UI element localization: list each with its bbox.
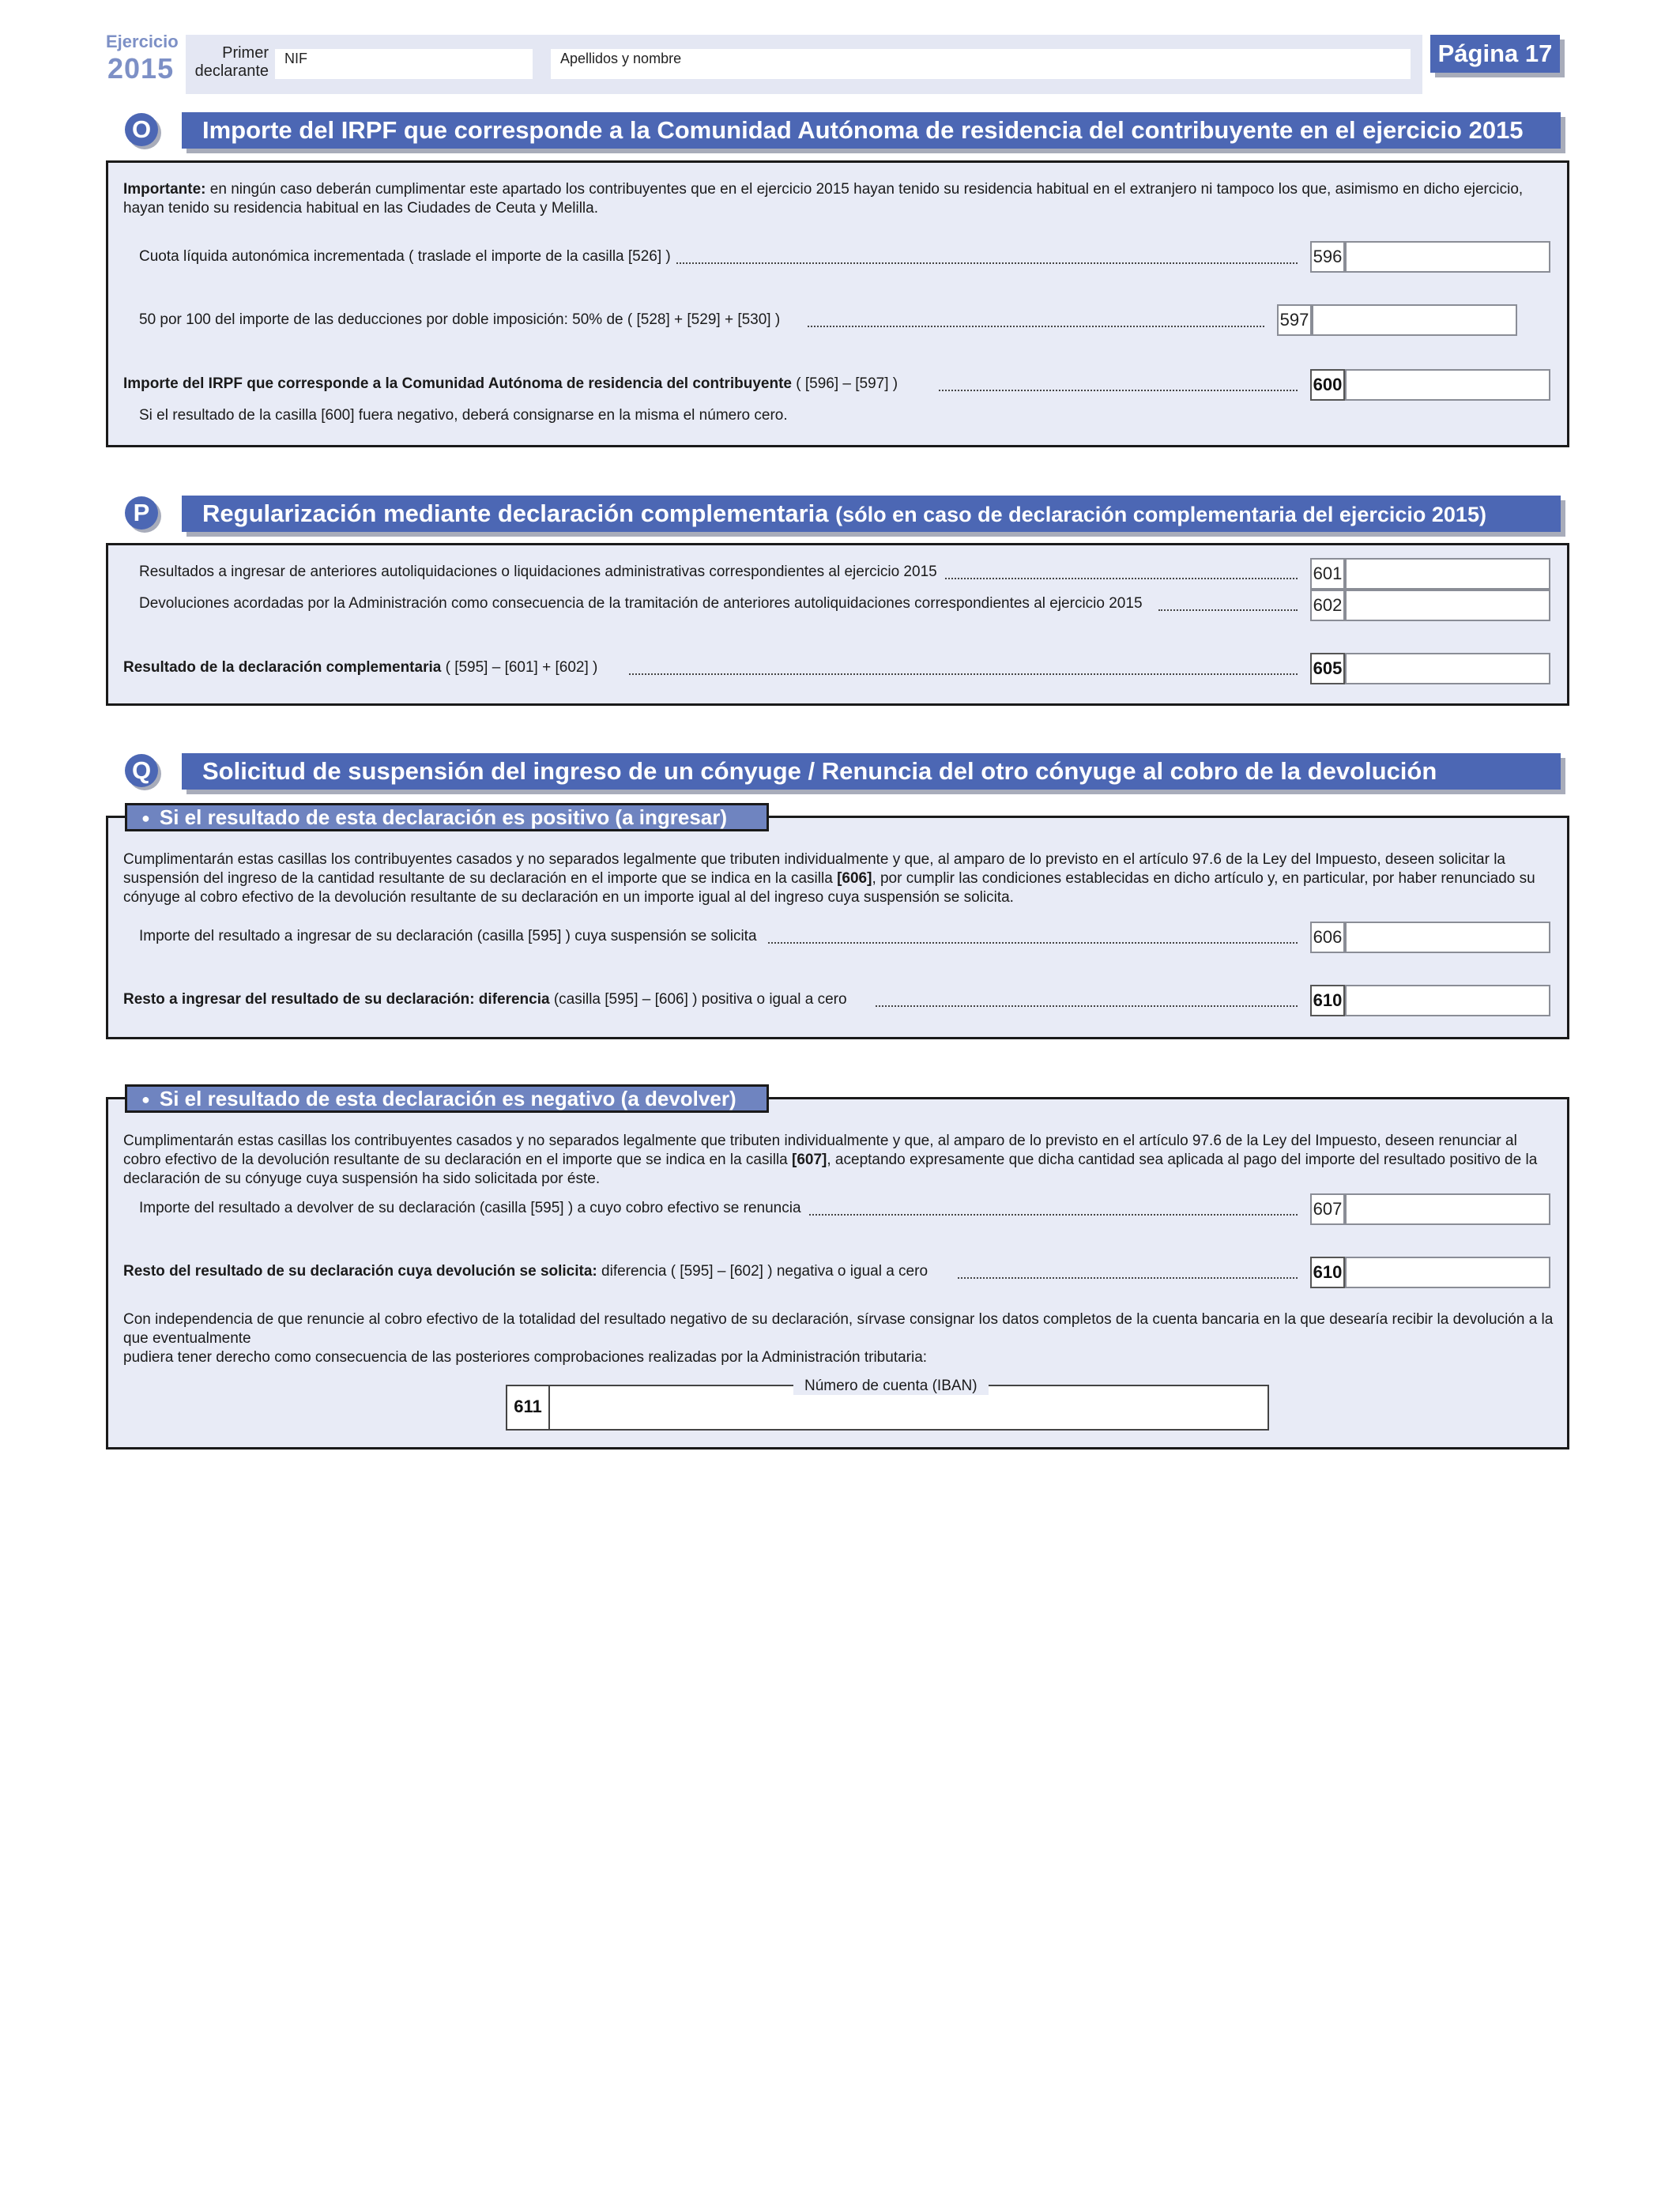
box-610-positive-input[interactable] xyxy=(1345,985,1550,1016)
section-o-title-bar xyxy=(182,112,1561,149)
box-597-input[interactable] xyxy=(1312,304,1517,336)
section-p-title-bar xyxy=(182,496,1561,532)
positive-result-bar: ● Si el resultado de esta declaración es positivo (a ingresar) xyxy=(125,803,769,831)
box-601-input[interactable] xyxy=(1345,558,1550,590)
row-600-label: Importe del IRPF que corresponde a la Comunidad Autónoma de residencia del contribuyente ( [596] – [597] ) xyxy=(123,375,898,392)
section-o-badge: O xyxy=(125,113,158,146)
row-597-leader xyxy=(808,315,1264,327)
row-607-label: Importe del resultado a devolver de su declaración (casilla [595] ) a cuyo cobro efectivo se renuncia xyxy=(139,1200,801,1216)
section-q-title: Solicitud de suspensión del ingreso de un cónyuge / Renuncia del otro cónyuge al cobro de la devolución xyxy=(202,757,1437,785)
section-p-title: Regularización mediante declaración complementaria (sólo en caso de declaración complementaria del ejercicio 2015) xyxy=(202,499,1486,527)
row-606-label: Importe del resultado a ingresar de su declaración (casilla [595] ) cuya suspensión se solicita xyxy=(139,928,757,944)
box-602-code: 602 xyxy=(1310,590,1345,621)
box-596-input[interactable] xyxy=(1345,241,1550,273)
section-o-note: Importante: en ningún caso deberán cumplimentar este apartado los contribuyentes que en el ejercicio 2015 hayan tenido su residencia habitual en el extranjero ni tampoco los que, asimismo en dicho ejercicio, hayan tenido su residencia habitual en las Ciudades de Ceuta y Melilla. xyxy=(123,181,1524,217)
page-number: Página 17 xyxy=(1430,35,1560,73)
box-610-positive-code: 610 xyxy=(1310,985,1345,1016)
section-o-title: Importe del IRPF que corresponde a la Comunidad Autónoma de residencia del contribuyente en el ejercicio 2015 xyxy=(202,116,1524,144)
ejercicio-year: 2015 xyxy=(107,52,175,85)
box-602-input[interactable] xyxy=(1345,590,1550,621)
row-601-leader xyxy=(945,567,1298,579)
box-605-code: 605 xyxy=(1310,653,1345,684)
primer-declarante-label: Primer declarante xyxy=(194,44,269,80)
row-596-leader xyxy=(676,251,1298,264)
row-605-label: Resultado de la declaración complementaria ( [595] – [601] + [602] ) xyxy=(123,659,598,676)
ejercicio-label: Ejercicio xyxy=(106,32,179,51)
row-602-leader xyxy=(1158,598,1298,611)
box-610-negative-code: 610 xyxy=(1310,1257,1345,1288)
box-610-negative-input[interactable] xyxy=(1345,1257,1550,1288)
row-597-label: 50 por 100 del importe de las deducciones por doble imposición: 50% de ( [528] + [529] + [530] ) xyxy=(139,311,781,328)
box-600-code: 600 xyxy=(1310,369,1345,401)
box-605-input[interactable] xyxy=(1345,653,1550,684)
row-610-positive-leader xyxy=(876,994,1298,1007)
box-606-code: 606 xyxy=(1310,922,1345,953)
bullet-icon: ● xyxy=(141,1091,150,1107)
section-q-badge: Q xyxy=(125,754,158,787)
section-q-title-bar xyxy=(182,753,1561,790)
box-600-input[interactable] xyxy=(1345,369,1550,401)
row-606-leader xyxy=(768,931,1298,944)
row-610-positive-label: Resto a ingresar del resultado de su declaración: diferencia (casilla [595] – [606] ) positiva o igual a cero xyxy=(123,991,847,1008)
apellidos-nombre-field[interactable] xyxy=(551,49,1411,79)
iban-instructions: Con independencia de que renuncie al cobro efectivo de la totalidad del resultado negativo de su declaración, sírvase consignar los datos completos de la cuenta bancaria en la que desearía recibir la devolución a la que eventualmente pudiera tener derecho como consecuencia de las posteriores comprobaciones realizadas por la Administración tributaria: xyxy=(123,1311,1554,1366)
negative-explanation: Cumplimentarán estas casillas los contribuyentes casados y no separados legalmente que tributen individualmente y que, al amparo de lo previsto en el artículo 97.6 de la Ley del Impuesto, deseen renunciar al cobro efectivo de la devolución resultante de su declaración en el importe que se indica en la casilla [607], aceptando expresamente que dicha cantidad sea aplicada al pago del importe del resultado positivo de la declaración de su cónyuge cuya suspensión ha sido solicitada por éste. xyxy=(123,1133,1538,1187)
bullet-icon: ● xyxy=(141,810,150,826)
box-607-code: 607 xyxy=(1310,1193,1345,1225)
section-p-badge: P xyxy=(125,496,158,530)
positive-explanation: Cumplimentarán estas casillas los contribuyentes casados y no separados legalmente que tributen individualmente y que, al amparo de lo previsto en el artículo 97.6 de la Ley del Impuesto, deseen solicitar la suspensión del ingreso de la cantidad resultante de su declaración en el importe que se indica en la casilla [606], por cumplir las condiciones establecidas en dicho artículo y, en particular, por haber renunciado su cónyuge al cobro efectivo de la devolución resultante de su declaración en un importe igual al del ingreso cuya suspensión se solicita. xyxy=(123,851,1535,906)
box-597-code: 597 xyxy=(1277,304,1312,336)
nif-field[interactable] xyxy=(275,49,533,79)
row-610-negative-label: Resto del resultado de su declaración cuya devolución se solicita: diferencia ( [595] – [602] ) negativa o igual a cero xyxy=(123,1263,929,1280)
apellidos-nombre-label: Apellidos y nombre xyxy=(560,51,682,66)
box-601-code: 601 xyxy=(1310,558,1345,590)
row-596-label: Cuota líquida autonómica incrementada ( traslade el importe de la casilla [526] ) xyxy=(139,248,671,265)
box-606-input[interactable] xyxy=(1345,922,1550,953)
row-601-label: Resultados a ingresar de anteriores autoliquidaciones o liquidaciones administrativas correspondientes al ejercicio 2015 xyxy=(139,564,937,580)
row-610-negative-leader xyxy=(958,1266,1298,1279)
iban-label: Número de cuenta (IBAN) xyxy=(793,1378,989,1395)
box-607-input[interactable] xyxy=(1345,1193,1550,1225)
box-596-code: 596 xyxy=(1310,241,1345,273)
row-605-leader xyxy=(629,662,1298,675)
section-o-footnote: Si el resultado de la casilla [600] fuera negativo, deberá consignarse en la misma el número cero. xyxy=(139,407,788,424)
row-602-label: Devoluciones acordadas por la Administración como consecuencia de la tramitación de anteriores autoliquidaciones correspondientes al ejercicio 2015 xyxy=(139,595,1143,612)
row-600-leader xyxy=(939,379,1298,391)
box-611-code: 611 xyxy=(507,1386,550,1429)
negative-result-bar: ● Si el resultado de esta declaración es negativo (a devolver) xyxy=(125,1084,769,1113)
row-607-leader xyxy=(809,1203,1298,1216)
nif-label: NIF xyxy=(284,51,307,66)
